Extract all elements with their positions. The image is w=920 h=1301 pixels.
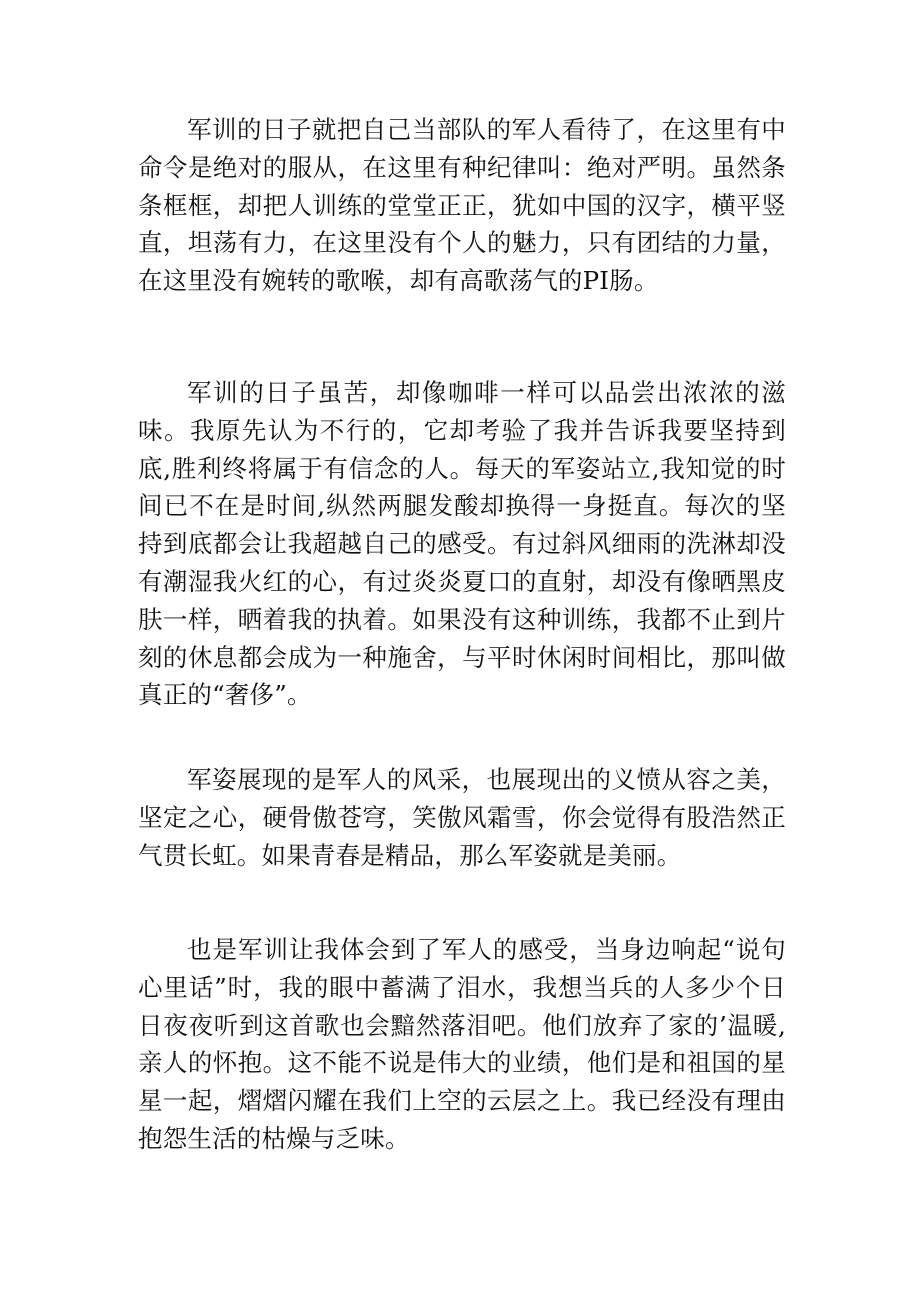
paragraph-1: 军训的日子就把自己当部队的军人看待了，在这里有中命令是绝对的服从，在这里有种纪律叫：绝对严明。虽然条条框框，却把人训练的堂堂正正，犹如中国的汉字，横平竖直，坦荡有力，在这里没有个人的魅力，只有团结的力量，在这里没有婉转的歌喉，却有高歌荡气的PI肠。 — [138, 115, 786, 296]
paragraph-2: 军训的日子虽苦，却像咖啡一样可以品尝出浓浓的滋味。我原先认为不行的，它却考验了我并告诉我要坚持到底,胜利终将属于有信念的人。每天的军姿站立,我知觉的时间已不在是时间,纵然两腿发酸却换得一身挺直。每次的坚持到底都会让我超越自己的感受。有过斜风细雨的洗淋却没有潮湿我火红的心，有过炎炎夏口的直射，却没有像晒黑皮肤一样，晒着我的执着。如果没有这种训练，我都不止到片刻的休息都会成为一种施舍，与平时休闲时间相比，那叫做真正的“奢侈”。 — [138, 378, 786, 710]
paragraph-3: 军姿展现的是军人的风采，也展现出的义愤从容之美，坚定之心，硬骨傲苍穹，笑傲风霜雪，你会觉得有股浩然正气贯长虹。如果青春是精品，那么军姿就是美丽。 — [138, 765, 786, 870]
paragraph-4: 也是军训让我体会到了军人的感受，当身边响起“说句心里话”时，我的眼中蓄满了泪水，我想当兵的人多少个日日夜夜听到这首歌也会黯然落泪吧。他们放弃了家的’温暖,亲人的怀抱。这不能不说是伟大的业绩，他们是和祖国的星星一起，熠熠闪耀在我们上空的云层之上。我已经没有理由抱怨生活的枯燥与乏味。 — [138, 935, 786, 1153]
